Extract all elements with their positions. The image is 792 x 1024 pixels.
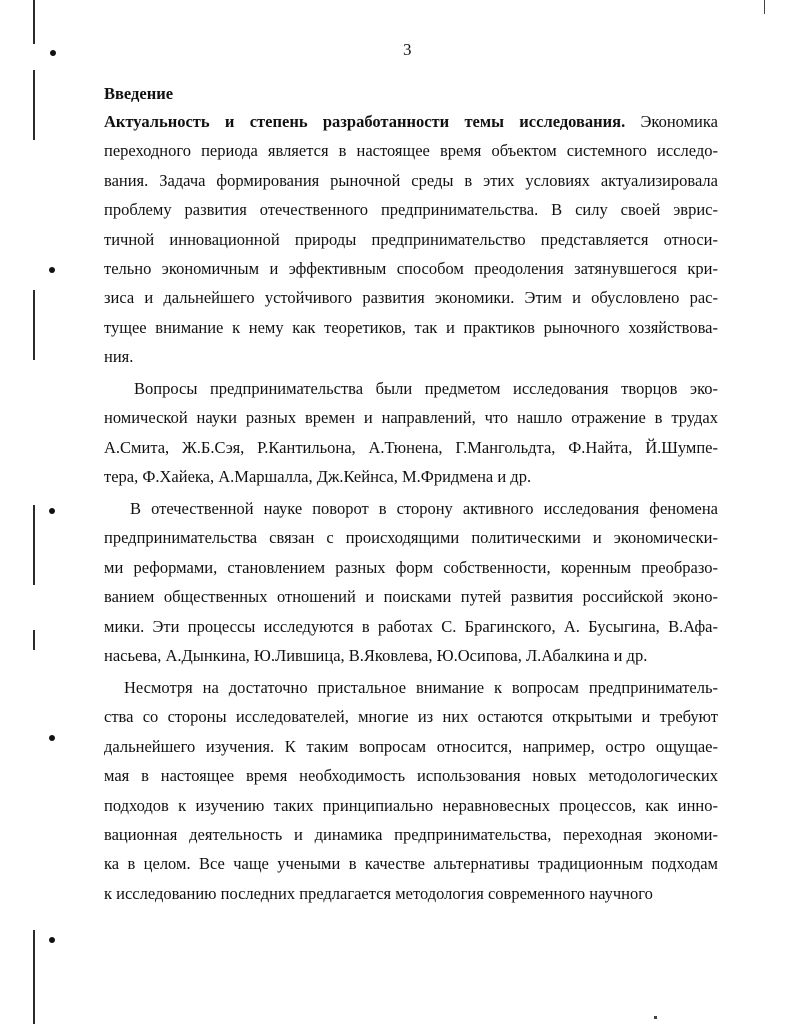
text-line bbox=[104, 673, 718, 702]
line-text: к исследованию последних предлагается методология современного научного bbox=[104, 883, 653, 903]
margin-line bbox=[33, 0, 35, 44]
line-text: дальнейшего изучения. К таким вопросам относится, например, остро ощущае- bbox=[104, 736, 718, 756]
line-text: подходов к изучению таких принципиально неравновесных процессов, как инно- bbox=[104, 795, 718, 815]
line-text: ми реформами, становлением разных форм собственности, коренным преобразо- bbox=[104, 557, 718, 577]
text-line bbox=[104, 879, 718, 908]
scan-artefact bbox=[764, 0, 765, 14]
margin-line bbox=[33, 630, 35, 650]
subheading-bold: Актуальность и степень разработанности темы исследования. bbox=[104, 112, 626, 131]
line-text: вационная деятельность и динамика предпринимательства, переходная экономи- bbox=[104, 824, 718, 844]
text-line bbox=[104, 523, 718, 552]
scan-artefact bbox=[654, 1016, 657, 1019]
text-line bbox=[104, 195, 718, 224]
text-line bbox=[104, 225, 718, 254]
line-text: А.Смита, Ж.Б.Сэя, Р.Кантильона, А.Тюнена, Г.Мангольдта, Ф.Найта, Й.Шумпе- bbox=[104, 437, 718, 457]
paragraph bbox=[104, 673, 718, 908]
margin-line bbox=[33, 290, 35, 360]
text-line bbox=[104, 791, 718, 820]
line-text: тельно экономичным и эффективным способом преодоления затянувшегося кри- bbox=[104, 258, 718, 278]
text-line bbox=[104, 107, 718, 136]
section-heading: Введение bbox=[104, 84, 174, 103]
text-line bbox=[104, 641, 718, 670]
text-line bbox=[104, 702, 718, 731]
text-line bbox=[104, 166, 718, 195]
text-line bbox=[104, 761, 718, 790]
line-text: зиса и дальнейшего устойчивого развития экономики. Этим и обусловлено рас- bbox=[104, 288, 718, 308]
line-text: Несмотря на достаточно пристальное внимание к вопросам предприниматель- bbox=[124, 678, 718, 697]
line-text: мая в настоящее время необходимость использования новых методологических bbox=[104, 766, 718, 786]
punch-hole-mark bbox=[49, 508, 55, 514]
punch-hole-mark bbox=[50, 50, 56, 56]
text-line bbox=[104, 283, 718, 312]
text-line bbox=[104, 612, 718, 641]
text-line bbox=[104, 254, 718, 283]
punch-hole-mark bbox=[49, 735, 55, 741]
punch-hole-mark bbox=[49, 937, 55, 943]
text-line bbox=[104, 820, 718, 849]
line-text: переходного периода является в настоящее время объектом системного исследо- bbox=[104, 141, 718, 161]
line-text: ванием общественных отношений и поисками путей развития российской эконо- bbox=[104, 587, 718, 607]
line-text: ка в целом. Все чаще учеными в качестве альтернативы традиционным подходам bbox=[104, 854, 718, 874]
text-line bbox=[104, 732, 718, 761]
line-text: тичной инновационной природы предпринимательство представляется относи- bbox=[104, 229, 718, 249]
line-text: тера, Ф.Хайека, А.Маршалла, Дж.Кейнса, М.Фридмена и др. bbox=[104, 467, 532, 487]
line-text: Экономика bbox=[625, 112, 718, 131]
text-line bbox=[104, 462, 718, 491]
text-line bbox=[104, 494, 718, 523]
paragraph bbox=[104, 494, 718, 670]
line-text: мики. Эти процессы исследуются в работах С. Брагинского, А. Бусыгина, В.Афа- bbox=[104, 616, 718, 636]
text-line bbox=[104, 553, 718, 582]
line-text: В отечественной науке поворот в сторону активного исследования феномена bbox=[130, 499, 718, 518]
text-line bbox=[104, 374, 718, 403]
margin-line bbox=[33, 505, 35, 585]
line-text: тущее внимание к нему как теоретиков, так и практиков рыночного хозяйствова- bbox=[104, 317, 718, 337]
text-line bbox=[104, 403, 718, 432]
page-number: 3 bbox=[403, 40, 412, 59]
line-text: предпринимательства связан с происходящими политическими и экономически- bbox=[104, 528, 718, 548]
text-line bbox=[104, 342, 718, 371]
text-line bbox=[104, 136, 718, 165]
line-text: насьева, А.Дынкина, Ю.Лившица, В.Яковлева, Ю.Осипова, Л.Абалкина и др. bbox=[104, 645, 648, 665]
line-text: ства со стороны исследователей, многие из них остаются открытыми и требуют bbox=[104, 707, 718, 727]
line-text: ния. bbox=[104, 347, 134, 367]
line-text: номической науки разных времен и направлений, что нашло отражение в трудах bbox=[104, 408, 718, 428]
line-text: вания. Задача формирования рыночной среды в этих условиях актуализировала bbox=[104, 170, 718, 190]
line-text: проблему развития отечественного предпринимательства. В силу своей эврис- bbox=[104, 200, 718, 220]
text-line bbox=[104, 313, 718, 342]
punch-hole-mark bbox=[49, 267, 55, 273]
text-line bbox=[104, 582, 718, 611]
paragraph bbox=[104, 374, 718, 492]
margin-line bbox=[33, 70, 35, 140]
paragraph bbox=[104, 107, 718, 372]
text-line bbox=[104, 849, 718, 878]
margin-line bbox=[33, 930, 35, 1024]
text-line bbox=[104, 433, 718, 462]
line-text: Вопросы предпринимательства были предметом исследования творцов эко- bbox=[134, 379, 718, 398]
